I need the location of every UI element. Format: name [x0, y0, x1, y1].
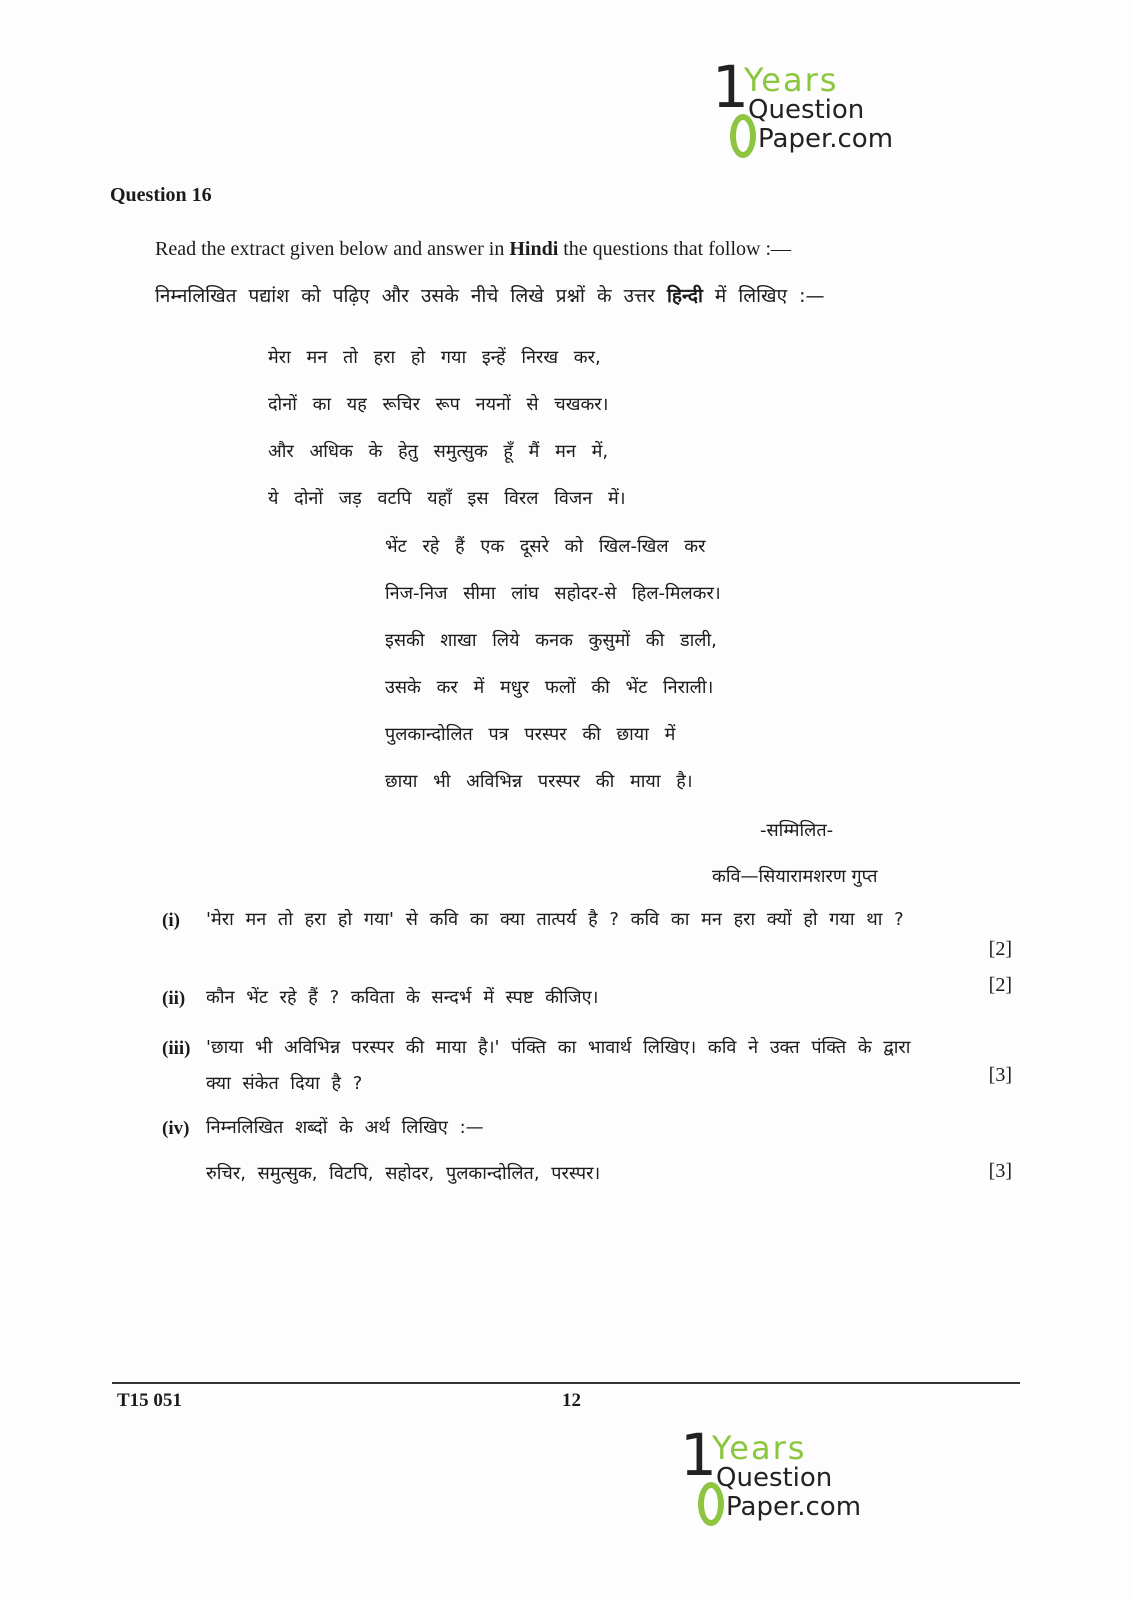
subquestion-marks: [3] — [988, 1160, 1012, 1182]
subquestion-number: (iii) — [162, 1038, 191, 1059]
poem-line: भेंट रहे हैं एक दूसरे को खिल-खिल कर — [385, 536, 706, 557]
source-title: -सम्मिलित- — [760, 820, 834, 841]
logo-years-text: Years — [712, 1429, 807, 1467]
paper-code: T15 051 — [117, 1390, 182, 1411]
instruction-hindi — [155, 282, 825, 308]
question-title: Question 16 — [110, 184, 212, 206]
watermark-logo-bottom — [680, 1421, 900, 1542]
logo-paper-text: Paper.com — [726, 1492, 862, 1522]
instruction-hi-after: में लिखिए :— — [702, 285, 825, 307]
instruction-english — [155, 238, 791, 261]
subquestion-marks: [3] — [988, 1064, 1012, 1086]
watermark-logo-top — [712, 53, 932, 174]
logo-question-text: Question — [716, 1463, 833, 1493]
subquestion-iv — [162, 1116, 1012, 1188]
instruction-en-after: the questions that follow :— — [558, 238, 792, 260]
instruction-en-before: Read the extract given below and answer in — [155, 238, 510, 260]
subquestion-word-list: रुचिर, समुत्सुक, विटपि, सहोदर, पुलकान्दोलित, परस्पर। — [206, 1163, 601, 1184]
instruction-hi-bold: हिन्दी — [666, 285, 703, 307]
subquestion-text: 'छाया भी अविभिन्न परस्पर की माया है।' पंक्ति का भावार्थ लिखिए। कवि ने उक्त पंक्ति के द्वारा क्या संकेत दिया है ? — [206, 1037, 911, 1094]
logo-question-text: Question — [748, 95, 865, 125]
poem-line: और अधिक के हेतु समुत्सुक हूँ मैं मन में, — [268, 441, 609, 462]
poem-line: दोनों का यह रूचिर रूप नयनों से चखकर। — [268, 394, 609, 415]
poet-credit: कवि—सियारामशरण गुप्त — [712, 866, 878, 887]
poem-line: उसके कर में मधुर फलों की भेंट निराली। — [385, 677, 714, 698]
subquestion-number: (i) — [162, 910, 180, 931]
subquestion-ii — [162, 974, 1012, 1026]
poem-line: छाया भी अविभिन्न परस्पर की माया है। — [385, 771, 693, 792]
subquestion-iii — [162, 1036, 1012, 1108]
subquestion-number: (iv) — [162, 1118, 190, 1139]
poem-stanza-2 — [385, 523, 721, 805]
subquestion-i — [162, 906, 1012, 976]
logo-paper-text: Paper.com — [758, 124, 894, 154]
page-number: 12 — [562, 1390, 581, 1411]
subquestion-text: 'मेरा मन तो हरा हो गया' से कवि का क्या तात्पर्य है ? कवि का मन हरा क्यों हो गया था ? — [206, 909, 904, 930]
subquestion-number: (ii) — [162, 988, 186, 1009]
poem-line: ये दोनों जड़ वटपि यहाँ इस विरल विजन में। — [268, 488, 626, 509]
subquestion-marks: [2] — [988, 938, 1012, 960]
subquestion-text: निम्नलिखित शब्दों के अर्थ लिखिए :— — [206, 1117, 484, 1138]
footer-divider — [112, 1382, 1020, 1384]
poem-line: मेरा मन तो हरा हो गया इन्हें निरख कर, — [268, 347, 601, 368]
instruction-hi-before: निम्नलिखित पद्यांश को पढ़िए और उसके नीचे लिखे प्रश्नों के उत्तर — [155, 285, 667, 307]
subquestion-marks: [2] — [988, 974, 1012, 996]
poem-line: इसकी शाखा लिये कनक कुसुमों की डाली, — [385, 630, 717, 651]
poem-line: निज-निज सीमा लांघ सहोदर-से हिल-मिलकर। — [385, 583, 721, 604]
logo-digit-one: 1 — [680, 1421, 717, 1489]
logo-digit-one: 1 — [712, 53, 749, 121]
poem-stanza-1 — [268, 334, 626, 522]
subquestion-text: कौन भेंट रहे हैं ? कविता के सन्दर्भ में स्पष्ट कीजिए। — [206, 987, 599, 1008]
logo-years-text: Years — [744, 61, 839, 99]
poem-line: पुलकान्दोलित पत्र परस्पर की छाया में — [385, 724, 676, 745]
instruction-en-bold: Hindi — [509, 238, 559, 260]
